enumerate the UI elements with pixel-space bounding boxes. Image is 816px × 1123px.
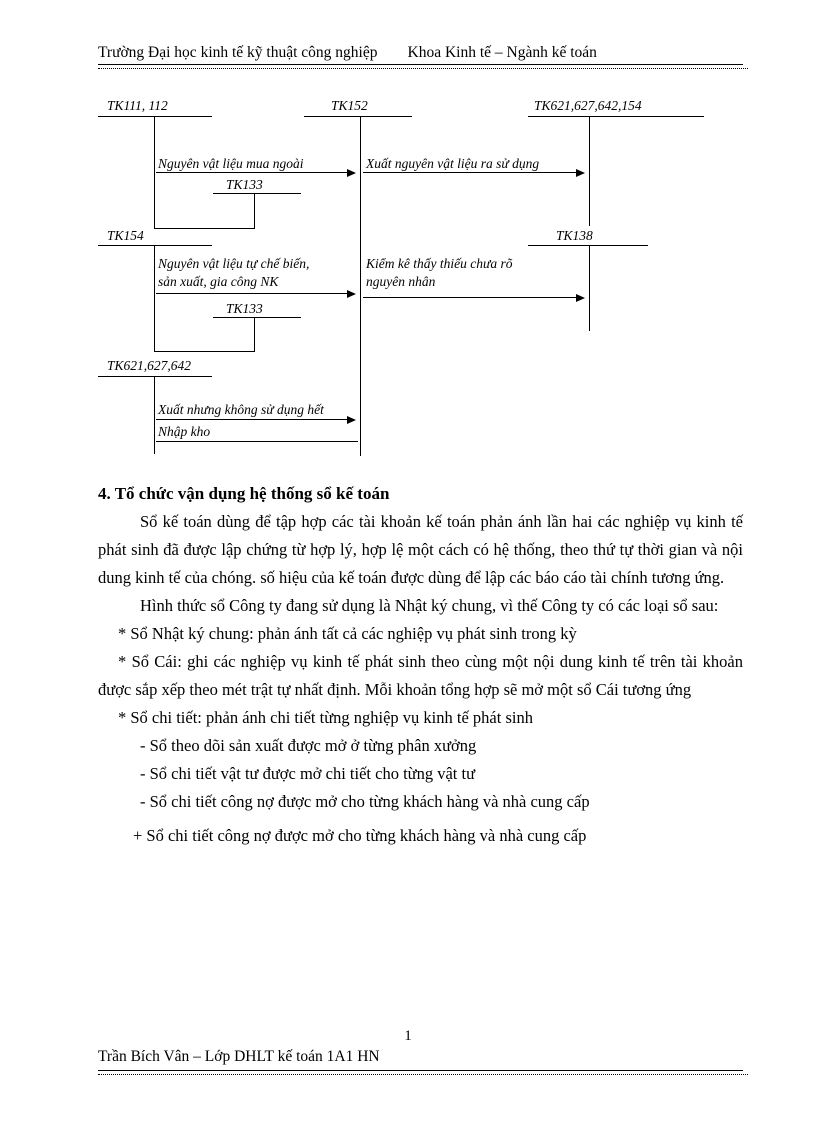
flow-label-issue-to-use: Xuất nguyên vật liệu ra sử dụng <box>366 156 540 171</box>
flow-label-self-made-line2: sản xuất, gia công NK <box>158 274 279 289</box>
flow-label-return-line2: Nhập kho <box>158 424 211 439</box>
t-bar-tk152 <box>304 116 412 117</box>
flow-label-shortage-line1: Kiểm kê thấy thiếu chưa rõ <box>366 256 513 271</box>
document-body <box>98 480 743 850</box>
t-bar-tk621-627-642 <box>98 376 212 377</box>
account-label-tk621-627-642-154: TK621,627,642,154 <box>534 98 642 113</box>
account-label-tk133-upper: TK133 <box>226 177 263 192</box>
flow-arrow-purchase <box>156 172 354 173</box>
paragraph-form: Hình thức sổ Công ty đang sử dụng là Nhật ký chung, vì thế Công ty có các loại sổ sau: <box>140 596 719 615</box>
t-bar-tk138 <box>528 245 648 246</box>
footer-rule-solid <box>98 1070 743 1071</box>
t-stem-tk154 <box>154 245 155 352</box>
t-stem-tk133-upper <box>254 193 255 229</box>
account-label-tk154: TK154 <box>107 228 144 243</box>
connector-tk133-lower <box>154 351 255 352</box>
list-item-nhat-ky: * Sổ Nhật ký chung: phản ánh tất cả các nghiệp vụ phát sinh trong kỳ <box>118 624 577 643</box>
section-heading: 4. Tổ chức vận dụng hệ thống sổ kế toán <box>98 484 390 503</box>
connector-tk133-upper <box>154 228 255 229</box>
footer-author: Trần Bích Vân – Lớp DHLT kế toán 1A1 HN <box>98 1048 380 1065</box>
t-stem-tk133-lower <box>254 317 255 352</box>
t-stem-tk152 <box>360 116 361 456</box>
plus-item-cong-no: + Sổ chi tiết công nợ được mở cho từng khách hàng và nhà cung cấp <box>133 826 587 845</box>
page-number: 1 <box>404 1028 412 1044</box>
sub-item-cong-no: - Sổ chi tiết công nợ được mở cho từng khách hàng và nhà cung cấp <box>140 792 590 811</box>
account-label-tk621-627-642: TK621,627,642 <box>107 358 192 373</box>
t-bar-tk154 <box>98 245 212 246</box>
flow-arrow-issue-to-use <box>363 172 583 173</box>
flow-label-shortage-line2: nguyên nhân <box>366 274 436 289</box>
flow-label-purchase: Nguyên vật liệu mua ngoài <box>158 156 304 171</box>
t-bar-tk133-upper <box>213 193 301 194</box>
account-label-tk138: TK138 <box>556 228 593 243</box>
account-label-tk152: TK152 <box>331 98 368 113</box>
t-stem-tk111-112 <box>154 116 155 229</box>
list-item-so-cai: * Sổ Cái: ghi các nghiệp vụ kinh tế phát sinh theo cùng một nội dung kinh tế trên tài khoản được sắp xếp theo mét trật tự nhất định. Mỗi khoản tổng hợp sẽ mở một sổ Cái tương ứng <box>98 652 743 699</box>
sub-item-theo-doi: - Sổ theo dõi sản xuất được mở ở từng phân xưởng <box>140 736 477 755</box>
header-school: Trường Đại học kinh tế kỹ thuật công nghiệp <box>98 44 378 61</box>
account-label-tk133-lower: TK133 <box>226 301 263 316</box>
t-stem-tk621-627-642-154 <box>589 116 590 226</box>
flow-label-self-made-line1: Nguyên vật liệu tự chế biến, <box>158 256 310 271</box>
paragraph-intro: Sổ kế toán dùng để tập hợp các tài khoản kế toán phản ánh lần hai các nghiệp vụ kinh tế phát sinh đã được lập chứng từ hợp lý, hợp lệ một cách có hệ thống, theo thứ tự thời gian và nội dung kinh tế của chóng. số hiệu của kế toán được dùng để lập các báo cáo tài chính tương ứng. <box>98 512 743 587</box>
flow-line-return-bottom <box>156 441 358 442</box>
list-item-chi-tiet: * Sổ chi tiết: phản ánh chi tiết từng nghiệp vụ kinh tế phát sinh <box>118 708 533 727</box>
t-stem-tk138 <box>589 245 590 331</box>
t-bar-tk111-112 <box>98 116 212 117</box>
flow-label-return-line1: Xuất nhưng không sử dụng hết <box>158 402 324 417</box>
account-label-tk111-112: TK111, 112 <box>107 98 168 113</box>
sub-item-vat-tu: - Sổ chi tiết vật tư được mở chi tiết cho từng vật tư <box>140 764 476 783</box>
t-bar-tk621-627-642-154 <box>528 116 704 117</box>
t-stem-tk621-627-642 <box>154 376 155 454</box>
flow-arrow-shortage <box>363 297 583 298</box>
flow-arrow-return <box>156 419 354 420</box>
header-faculty: Khoa Kinh tế – Ngành kế toán <box>407 44 597 61</box>
footer-rule-dotted <box>98 1074 748 1075</box>
t-bar-tk133-lower <box>213 317 301 318</box>
t-account-diagram <box>0 0 816 470</box>
flow-arrow-self-made <box>156 293 354 294</box>
